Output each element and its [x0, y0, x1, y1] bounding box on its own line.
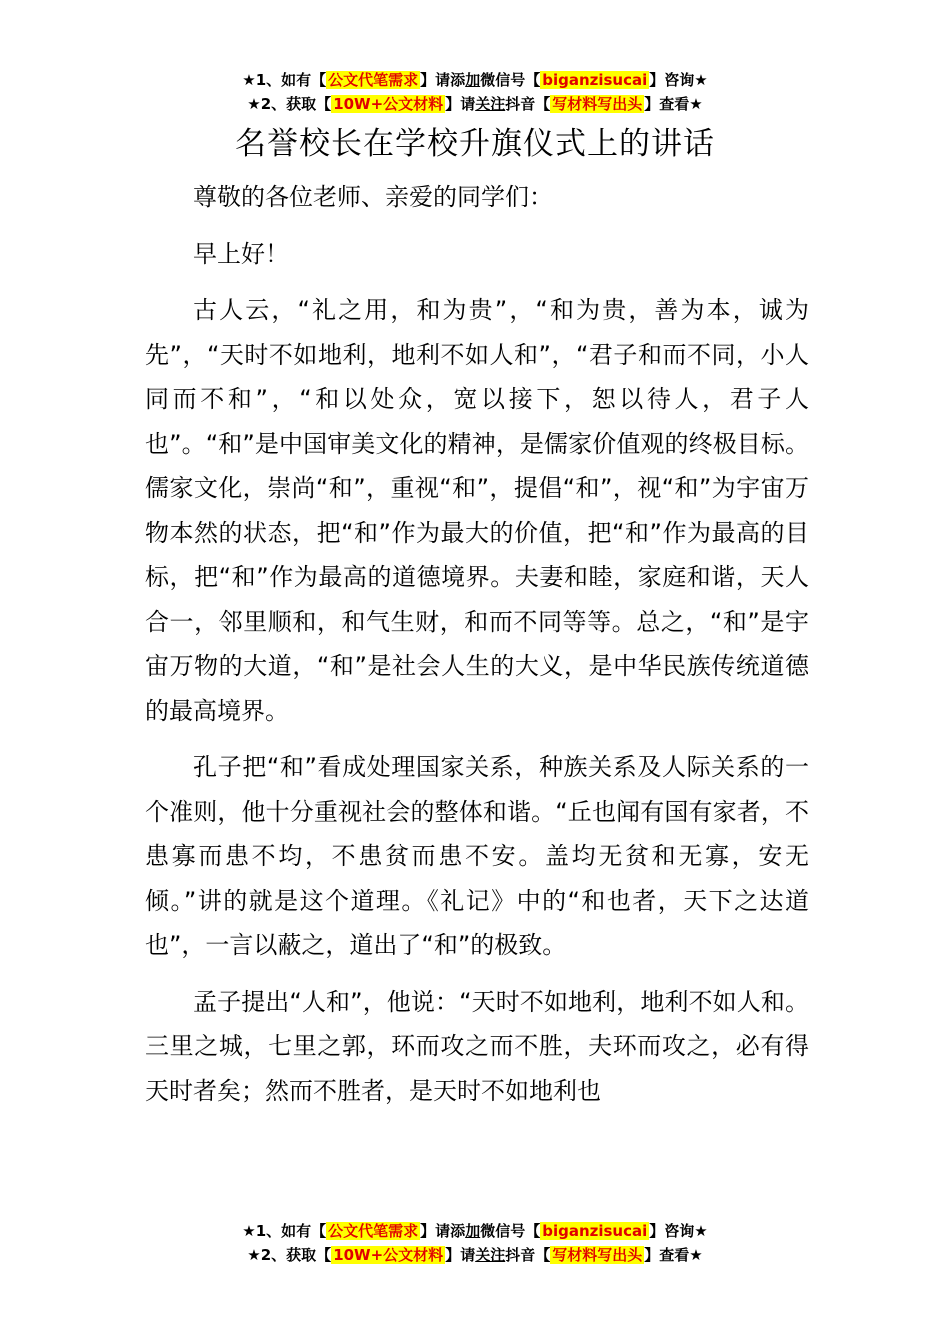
header-line-2 [0, 92, 950, 116]
salutation-paragraph: 尊敬的各位老师、亲爱的同学们： [193, 183, 553, 211]
header-line-1-text: 】请添 [420, 71, 466, 89]
header-line-1-suffix: 】咨询★ [649, 71, 708, 89]
header-highlight-wechat-id: biganzisucai [542, 71, 648, 89]
greeting-paragraph: 早上好！ [193, 239, 289, 268]
footer-line-1-text: 】请添 [420, 1222, 466, 1240]
header-line-1-prefix: ★1、如有【 [242, 71, 327, 89]
body-paragraph: 孟子提出“人和”，他说：“天时不如地利，地利不如人和。三里之城，七里之郭，环而攻之而不胜，夫环而攻之，必有得天时者矣；然而不胜者，是天时不如地利也 [145, 987, 809, 1105]
footer-line-2-text: 】请 [445, 1246, 476, 1264]
header-highlight-douyin: 写材料写出头 [552, 95, 643, 113]
footer-line-2-text-2: 抖音【 [505, 1246, 551, 1264]
header-banner [0, 68, 950, 116]
header-line-1-text-2: 微信号【 [480, 71, 541, 89]
footer-line-1-underlined: 加 [465, 1222, 481, 1240]
header-line-1 [0, 68, 950, 92]
footer-highlight-wechat-id: biganzisucai [542, 1222, 648, 1240]
footer-highlight-materials: 10W+公文材料 [333, 1246, 444, 1264]
header-line-2-suffix: 】查看★ [644, 95, 703, 113]
footer-line-1 [0, 1219, 950, 1243]
header-line-1-underlined: 加 [465, 71, 481, 89]
footer-line-1-suffix: 】咨询★ [649, 1222, 708, 1240]
footer-highlight-ghostwriting: 公文代笔需求 [328, 1222, 419, 1240]
header-line-2-text: 】请 [445, 95, 476, 113]
footer-highlight-douyin: 写材料写出头 [552, 1246, 643, 1264]
header-line-2-text-2: 抖音【 [505, 95, 551, 113]
header-line-2-underlined: 关注 [475, 95, 506, 113]
footer-line-2-underlined: 关注 [475, 1246, 506, 1264]
header-highlight-ghostwriting: 公文代笔需求 [328, 71, 419, 89]
footer-line-1-text-2: 微信号【 [480, 1222, 541, 1240]
footer-banner [0, 1219, 950, 1267]
header-line-2-prefix: ★2、获取【 [247, 95, 332, 113]
footer-line-2-suffix: 】查看★ [644, 1246, 703, 1264]
footer-line-2 [0, 1243, 950, 1267]
body-paragraph: 孔子把“和”看成处理国家关系，种族关系及人际关系的一个准则，他十分重视社会的整体和谐。“丘也闻有国有家者，不患寡而患不均，不患贫而患不安。盖均无贫和无寡，安无倾。”讲的就是这个道理。《礼记》中的“和也者，天下之达道也”，一言以蔽之，道出了“和”的极致。 [145, 753, 809, 959]
document-body [145, 175, 809, 1125]
footer-line-2-prefix: ★2、获取【 [247, 1246, 332, 1264]
body-paragraph: 古人云，“礼之用，和为贵”，“和为贵，善为本，诚为先”，“天时不如地利，地利不如人和”，“君子和而不同，小人同而不和”，“和以处众，宽以接下，恕以待人，君子人也”。“和”是中国审美文化的精神，是儒家价值观的终极目标。儒家文化，崇尚“和”，重视“和”，提倡“和”，视“和”为宇宙万物本然的状态，把“和”作为最大的价值，把“和”作为最高的目标，把“和”作为最高的道德境界。夫妻和睦，家庭和谐，天人合一，邻里顺和，和气生财，和而不同等等。总之，“和”是宇宙万物的大道，“和”是社会人生的大义，是中华民族传统道德的最高境界。 [145, 296, 809, 725]
document-title: 名誉校长在学校升旗仪式上的讲话 [235, 126, 715, 162]
header-highlight-materials: 10W+公文材料 [333, 95, 444, 113]
footer-line-1-prefix: ★1、如有【 [242, 1222, 327, 1240]
